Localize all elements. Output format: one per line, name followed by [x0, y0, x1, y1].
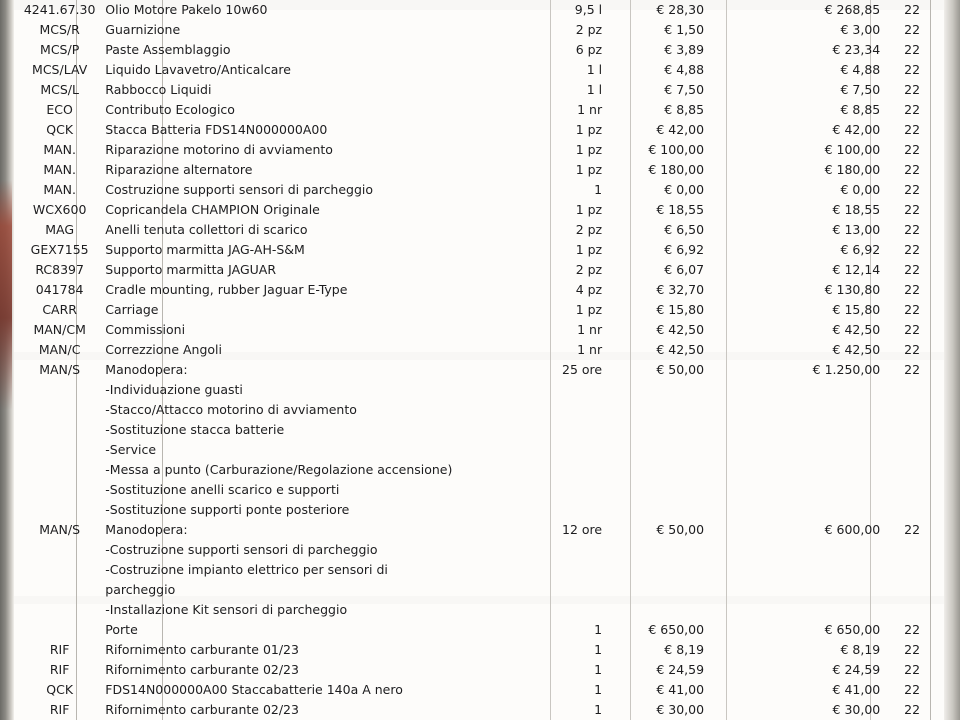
table-row	[14, 120, 944, 140]
cell-vat: 22	[904, 22, 921, 37]
cell-total: € 130,80	[824, 282, 881, 297]
table-row	[14, 700, 944, 720]
cell-code: 4241.67.30	[23, 2, 96, 17]
cell-unit-price: € 1,50	[664, 22, 705, 37]
cell-total: € 3,00	[840, 22, 881, 37]
cell-code: MCS/R	[39, 22, 80, 37]
cell-unit-price	[602, 560, 704, 580]
cell-unit-price: € 30,00	[656, 702, 705, 717]
cell-vat	[880, 500, 944, 520]
cell-vat: 22	[904, 2, 921, 17]
table-row	[14, 180, 944, 200]
cell-vat: 22	[904, 642, 921, 657]
cell-total	[763, 580, 880, 600]
cell-unit-price: € 6,07	[664, 262, 705, 277]
cell-description: Correzzione Angoli	[105, 342, 222, 357]
cell-unit-price: € 32,70	[656, 282, 705, 297]
cell-quantity: 1	[594, 182, 603, 197]
cell-code	[14, 560, 105, 580]
cell-unit-price: € 42,50	[656, 342, 705, 357]
table-row	[14, 240, 944, 260]
cell-total: € 1.250,00	[812, 362, 881, 377]
cell-description: Copricandela CHAMPION Originale	[105, 202, 320, 217]
table-row	[14, 500, 944, 520]
cell-total	[763, 420, 880, 440]
cell-code: 041784	[35, 282, 84, 297]
cell-total: € 7,50	[840, 82, 881, 97]
cell-code: MAN.	[43, 182, 76, 197]
cell-total: € 42,50	[832, 322, 881, 337]
table-row	[14, 20, 944, 40]
cell-total: € 650,00	[824, 622, 881, 637]
cell-description: Liquido Lavavetro/Anticalcare	[105, 62, 291, 77]
cell-vat	[880, 600, 944, 620]
cell-spacer	[704, 560, 763, 580]
table-row	[14, 200, 944, 220]
cell-code: MCS/LAV	[32, 62, 88, 77]
cell-total: € 4,88	[840, 62, 881, 77]
table-row	[14, 100, 944, 120]
cell-quantity: 1	[594, 662, 603, 677]
cell-quantity	[517, 380, 602, 400]
cell-description: Supporto marmitta JAG-AH-S&M	[105, 242, 305, 257]
cell-spacer	[704, 640, 763, 660]
cell-vat: 22	[904, 522, 921, 537]
cell-description: Supporto marmitta JAGUAR	[105, 262, 277, 277]
cell-vat: 22	[904, 222, 921, 237]
cell-code	[14, 500, 105, 520]
cell-spacer	[704, 480, 763, 500]
cell-description: Anelli tenuta collettori di scarico	[105, 222, 308, 237]
cell-unit-price: € 42,50	[656, 322, 705, 337]
cell-spacer	[704, 400, 763, 420]
cell-description: -Costruzione impianto elettrico per sensori di	[105, 562, 388, 577]
table-row	[14, 60, 944, 80]
cell-vat: 22	[904, 262, 921, 277]
cell-vat: 22	[904, 282, 921, 297]
cell-description: Contributo Ecologico	[105, 102, 235, 117]
page-left-edge-stain	[0, 180, 12, 410]
cell-spacer	[704, 140, 763, 160]
cell-description: Costruzione supporti sensori di parcheggio	[105, 182, 374, 197]
table-row	[14, 580, 944, 600]
cell-total: € 8,85	[840, 102, 881, 117]
cell-unit-price	[602, 480, 704, 500]
cell-total	[763, 460, 880, 480]
cell-vat: 22	[904, 342, 921, 357]
cell-code	[14, 400, 105, 420]
cell-code: RIF	[49, 662, 70, 677]
cell-quantity: 1 pz	[575, 242, 603, 257]
cell-spacer	[704, 460, 763, 480]
table-row	[14, 220, 944, 240]
cell-description: Manodopera:	[105, 522, 188, 537]
cell-code	[14, 380, 105, 400]
cell-vat	[880, 420, 944, 440]
cell-quantity: 1	[594, 702, 603, 717]
cell-spacer	[704, 500, 763, 520]
cell-total	[763, 560, 880, 580]
cell-spacer	[704, 320, 763, 340]
cell-code	[14, 480, 105, 500]
cell-spacer	[704, 660, 763, 680]
table-row	[14, 340, 944, 360]
cell-description: -Sostituzione anelli scarico e supporti	[105, 482, 340, 497]
cell-total: € 30,00	[832, 702, 881, 717]
cell-code: MAN/CM	[33, 322, 86, 337]
cell-quantity: 1	[594, 682, 603, 697]
cell-code: RC8397	[35, 262, 84, 277]
cell-quantity	[517, 600, 602, 620]
cell-vat	[880, 480, 944, 500]
cell-spacer	[704, 280, 763, 300]
cell-spacer	[704, 220, 763, 240]
cell-description: parcheggio	[105, 582, 176, 597]
cell-spacer	[704, 420, 763, 440]
table-row	[14, 320, 944, 340]
cell-description: -Service	[105, 442, 157, 457]
cell-unit-price	[602, 420, 704, 440]
cell-vat	[880, 440, 944, 460]
cell-spacer	[704, 380, 763, 400]
cell-code	[14, 420, 105, 440]
cell-spacer	[704, 360, 763, 380]
cell-unit-price	[602, 400, 704, 420]
cell-spacer	[704, 600, 763, 620]
cell-quantity: 1 pz	[575, 202, 603, 217]
cell-total: € 23,34	[832, 42, 881, 57]
cell-unit-price: € 8,85	[664, 102, 705, 117]
table-row	[14, 360, 944, 380]
cell-vat: 22	[904, 202, 921, 217]
cell-quantity	[517, 480, 602, 500]
cell-total: € 180,00	[824, 162, 881, 177]
cell-vat: 22	[904, 302, 921, 317]
cell-vat: 22	[904, 142, 921, 157]
cell-description: Porte	[105, 622, 138, 637]
cell-code	[14, 620, 105, 640]
table-row	[14, 400, 944, 420]
cell-unit-price: € 650,00	[648, 622, 705, 637]
cell-total: € 12,14	[832, 262, 881, 277]
cell-description: Riparazione motorino di avviamento	[105, 142, 333, 157]
cell-quantity	[517, 580, 602, 600]
cell-quantity	[517, 440, 602, 460]
cell-quantity: 1 nr	[577, 322, 603, 337]
cell-quantity: 1 pz	[575, 302, 603, 317]
cell-quantity: 1 l	[586, 62, 603, 77]
cell-description: Guarnizione	[105, 22, 181, 37]
cell-vat: 22	[904, 682, 921, 697]
cell-vat: 22	[904, 182, 921, 197]
table-row	[14, 280, 944, 300]
table-row	[14, 540, 944, 560]
cell-unit-price: € 6,92	[664, 242, 705, 257]
cell-quantity: 12 ore	[562, 522, 603, 537]
cell-description: Commissioni	[105, 322, 186, 337]
cell-quantity: 2 pz	[575, 262, 603, 277]
cell-spacer	[704, 60, 763, 80]
cell-vat: 22	[904, 622, 921, 637]
cell-spacer	[704, 520, 763, 540]
table-row	[14, 600, 944, 620]
table-row	[14, 420, 944, 440]
cell-description: Cradle mounting, rubber Jaguar E-Type	[105, 282, 348, 297]
cell-quantity: 1	[594, 622, 603, 637]
cell-total: € 100,00	[824, 142, 881, 157]
cell-quantity: 1 nr	[577, 342, 603, 357]
page-right-edge-shadow	[944, 0, 960, 720]
table-row	[14, 480, 944, 500]
cell-description: -Costruzione supporti sensori di parcheggio	[105, 542, 378, 557]
cell-spacer	[704, 100, 763, 120]
cell-spacer	[704, 440, 763, 460]
table-row	[14, 620, 944, 640]
cell-quantity: 1 pz	[575, 142, 603, 157]
cell-unit-price	[602, 500, 704, 520]
cell-spacer	[704, 80, 763, 100]
cell-description: Paste Assemblaggio	[105, 42, 231, 57]
cell-code	[14, 460, 105, 480]
cell-quantity: 4 pz	[575, 282, 603, 297]
cell-code: MCS/L	[40, 82, 79, 97]
cell-description: -Individuazione guasti	[105, 382, 243, 397]
cell-unit-price: € 50,00	[656, 522, 705, 537]
cell-spacer	[704, 300, 763, 320]
cell-quantity	[517, 500, 602, 520]
cell-spacer	[704, 180, 763, 200]
cell-vat: 22	[904, 662, 921, 677]
table-row	[14, 40, 944, 60]
cell-total: € 13,00	[832, 222, 881, 237]
cell-total	[763, 400, 880, 420]
cell-code: MAN/S	[39, 362, 81, 377]
cell-quantity: 9,5 l	[574, 2, 603, 17]
cell-unit-price: € 18,55	[656, 202, 705, 217]
cell-total	[763, 600, 880, 620]
cell-unit-price: € 50,00	[656, 362, 705, 377]
cell-total: € 42,00	[832, 122, 881, 137]
cell-quantity	[517, 420, 602, 440]
cell-vat: 22	[904, 322, 921, 337]
cell-description: Riparazione alternatore	[105, 162, 253, 177]
cell-vat	[880, 580, 944, 600]
cell-vat: 22	[904, 702, 921, 717]
cell-unit-price	[602, 460, 704, 480]
cell-total: € 0,00	[840, 182, 881, 197]
cell-vat	[880, 460, 944, 480]
cell-unit-price: € 7,50	[664, 82, 705, 97]
cell-quantity: 6 pz	[575, 42, 603, 57]
cell-description: Olio Motore Pakelo 10w60	[105, 2, 268, 17]
cell-description: -Installazione Kit sensori di parcheggio	[105, 602, 348, 617]
cell-total: € 18,55	[832, 202, 881, 217]
cell-unit-price: € 8,19	[664, 642, 705, 657]
cell-unit-price: € 42,00	[656, 122, 705, 137]
cell-unit-price: € 180,00	[648, 162, 705, 177]
cell-total: € 15,80	[832, 302, 881, 317]
table-row	[14, 380, 944, 400]
cell-code	[14, 580, 105, 600]
table-row	[14, 660, 944, 680]
table-row	[14, 680, 944, 700]
cell-code: CARR	[42, 302, 77, 317]
table-row	[14, 520, 944, 540]
cell-code	[14, 540, 105, 560]
cell-unit-price: € 0,00	[664, 182, 705, 197]
cell-vat	[880, 380, 944, 400]
cell-total	[763, 440, 880, 460]
cell-vat: 22	[904, 242, 921, 257]
cell-code: GEX7155	[30, 242, 89, 257]
line-items-table	[14, 0, 944, 720]
cell-spacer	[704, 700, 763, 720]
cell-code: QCK	[46, 122, 74, 137]
cell-vat: 22	[904, 362, 921, 377]
cell-description: FDS14N000000A00 Staccabatterie 140a A nero	[105, 682, 403, 697]
cell-total: € 41,00	[832, 682, 881, 697]
cell-vat: 22	[904, 162, 921, 177]
cell-code: RIF	[49, 642, 70, 657]
cell-vat: 22	[904, 122, 921, 137]
cell-code: MAN.	[43, 142, 76, 157]
cell-quantity	[517, 540, 602, 560]
cell-quantity	[517, 460, 602, 480]
cell-quantity	[517, 560, 602, 580]
cell-spacer	[704, 20, 763, 40]
cell-code: MAG	[45, 222, 75, 237]
table-row	[14, 140, 944, 160]
cell-spacer	[704, 240, 763, 260]
cell-unit-price: € 4,88	[664, 62, 705, 77]
cell-quantity: 1 pz	[575, 122, 603, 137]
cell-unit-price	[602, 540, 704, 560]
cell-spacer	[704, 540, 763, 560]
cell-total: € 24,59	[832, 662, 881, 677]
cell-spacer	[704, 160, 763, 180]
cell-code: MAN/C	[38, 342, 81, 357]
cell-code	[14, 600, 105, 620]
cell-description: Rifornimento carburante 01/23	[105, 642, 299, 657]
cell-unit-price: € 28,30	[656, 2, 705, 17]
cell-code: RIF	[49, 702, 70, 717]
cell-quantity: 25 ore	[562, 362, 603, 377]
cell-code: QCK	[46, 682, 74, 697]
cell-total: € 268,85	[824, 2, 881, 17]
cell-spacer	[704, 40, 763, 60]
cell-unit-price	[602, 440, 704, 460]
cell-spacer	[704, 620, 763, 640]
table-row	[14, 160, 944, 180]
cell-vat	[880, 560, 944, 580]
cell-vat: 22	[904, 102, 921, 117]
cell-spacer	[704, 260, 763, 280]
cell-description: Carriage	[105, 302, 159, 317]
cell-quantity: 2 pz	[575, 222, 603, 237]
cell-spacer	[704, 580, 763, 600]
cell-description: -Stacco/Attacco motorino di avviamento	[105, 402, 357, 417]
cell-code: MAN.	[43, 162, 76, 177]
cell-vat	[880, 400, 944, 420]
table-row	[14, 80, 944, 100]
table-row	[14, 460, 944, 480]
table-row	[14, 0, 944, 20]
cell-unit-price: € 24,59	[656, 662, 705, 677]
cell-quantity: 1	[594, 642, 603, 657]
table-row	[14, 640, 944, 660]
table-row	[14, 440, 944, 460]
cell-description: -Sostituzione stacca batterie	[105, 422, 285, 437]
cell-quantity: 1 nr	[577, 102, 603, 117]
cell-total	[763, 540, 880, 560]
cell-total: € 8,19	[840, 642, 881, 657]
cell-unit-price: € 41,00	[656, 682, 705, 697]
cell-spacer	[704, 120, 763, 140]
cell-vat	[880, 540, 944, 560]
cell-code: MCS/P	[40, 42, 80, 57]
invoice-paper	[14, 0, 944, 720]
cell-vat: 22	[904, 82, 921, 97]
cell-unit-price: € 6,50	[664, 222, 705, 237]
cell-total	[763, 480, 880, 500]
cell-description: Rifornimento carburante 02/23	[105, 662, 299, 677]
cell-total: € 42,50	[832, 342, 881, 357]
cell-vat: 22	[904, 62, 921, 77]
cell-unit-price: € 3,89	[664, 42, 705, 57]
cell-description: Rabbocco Liquidi	[105, 82, 212, 97]
cell-spacer	[704, 200, 763, 220]
cell-description: Stacca Batteria FDS14N000000A00	[105, 122, 328, 137]
table-row	[14, 560, 944, 580]
cell-quantity: 1 l	[586, 82, 603, 97]
line-items-body	[14, 0, 944, 720]
cell-description: Manodopera:	[105, 362, 188, 377]
cell-total: € 6,92	[840, 242, 881, 257]
cell-description: -Messa a punto (Carburazione/Regolazione accensione)	[105, 462, 453, 477]
cell-quantity	[517, 400, 602, 420]
cell-code: MAN/S	[39, 522, 81, 537]
cell-vat: 22	[904, 42, 921, 57]
cell-code	[14, 440, 105, 460]
cell-unit-price: € 15,80	[656, 302, 705, 317]
cell-code: WCX600	[32, 202, 87, 217]
cell-unit-price	[602, 380, 704, 400]
cell-quantity: 1 pz	[575, 162, 603, 177]
cell-description: Rifornimento carburante 02/23	[105, 702, 299, 717]
table-row	[14, 300, 944, 320]
cell-spacer	[704, 0, 763, 20]
cell-description: -Sostituzione supporti ponte posteriore	[105, 502, 350, 517]
table-row	[14, 260, 944, 280]
cell-unit-price	[602, 580, 704, 600]
cell-spacer	[704, 340, 763, 360]
cell-unit-price: € 100,00	[648, 142, 705, 157]
cell-total	[763, 380, 880, 400]
cell-quantity: 2 pz	[575, 22, 603, 37]
cell-total	[763, 500, 880, 520]
cell-total: € 600,00	[824, 522, 881, 537]
cell-unit-price	[602, 600, 704, 620]
cell-code: ECO	[46, 102, 73, 117]
cell-spacer	[704, 680, 763, 700]
